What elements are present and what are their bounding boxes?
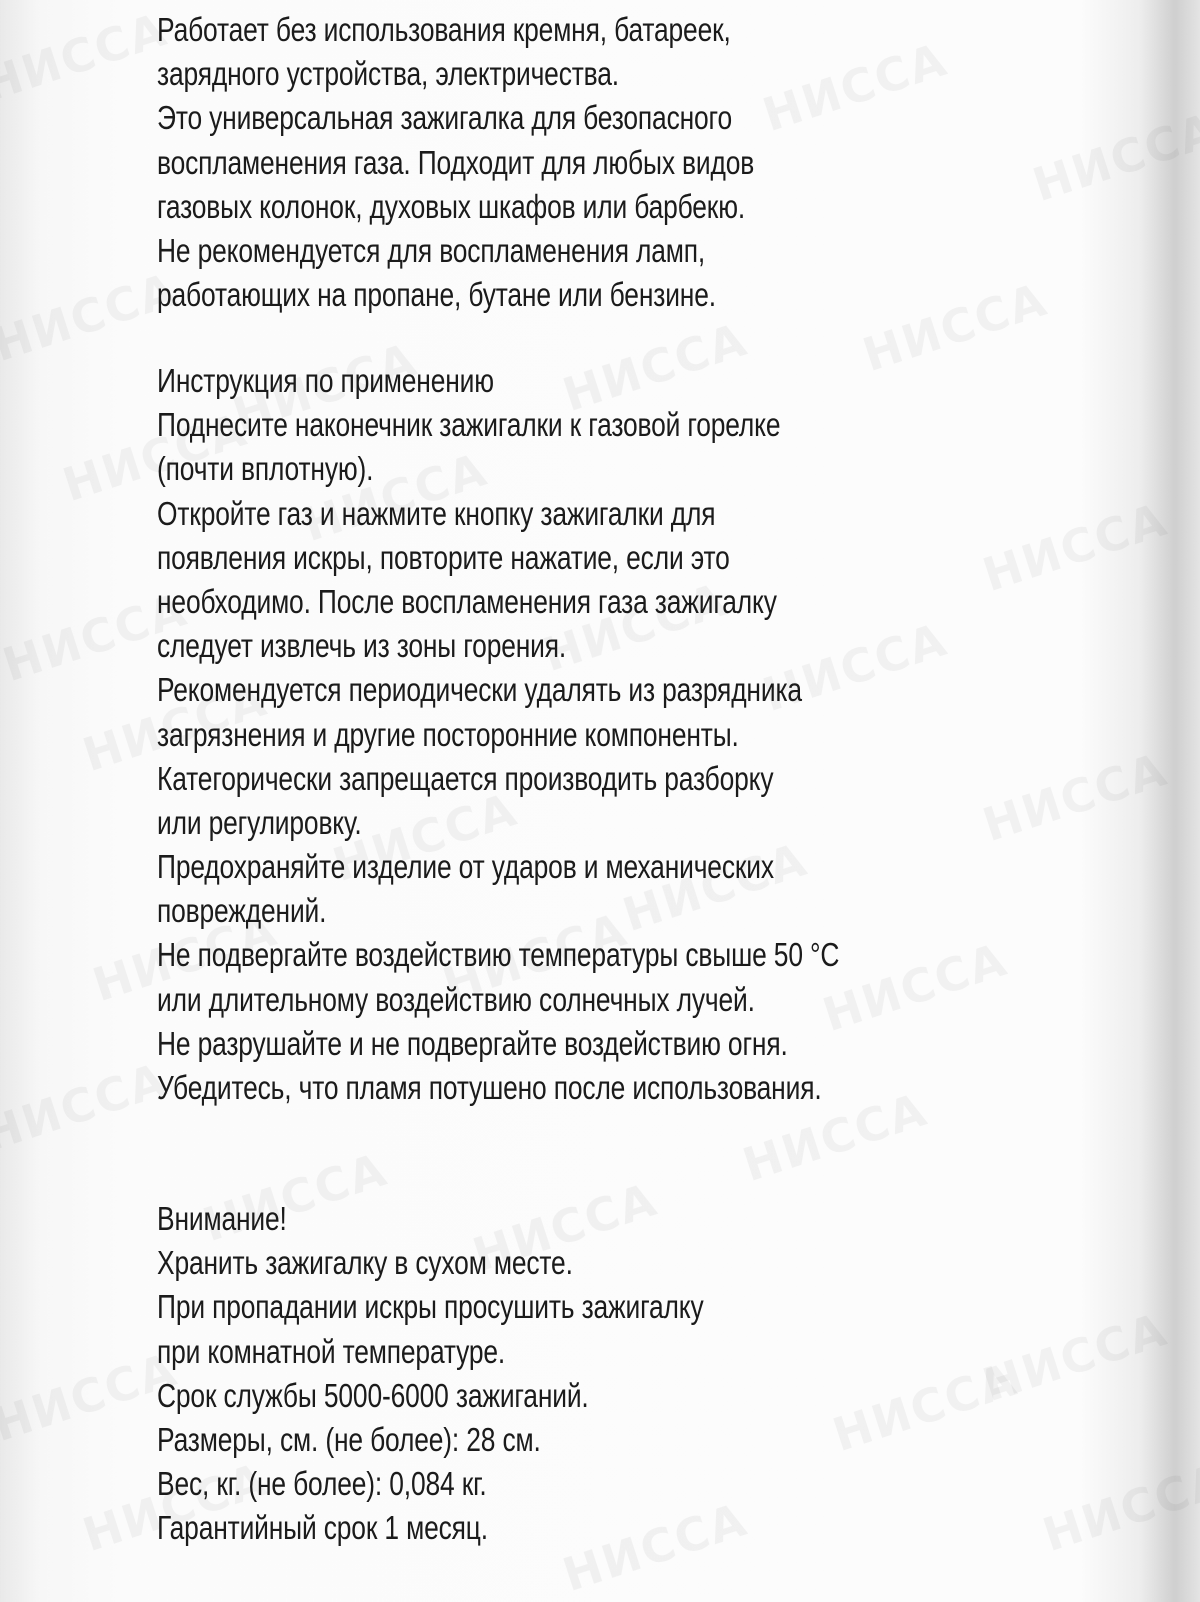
warning-line: Вес, кг. (не более): 0,084 кг. — [157, 1465, 487, 1503]
instructions-line: необходимо. После воспламенения газа зажигалку — [157, 582, 777, 620]
warning-line: Хранить зажигалку в сухом месте. — [157, 1244, 573, 1282]
instructions-line: (почти вплотную). — [157, 450, 374, 488]
description-line: работающих на пропане, бутане или бензине. — [157, 276, 716, 314]
description-line: газовых колонок, духовых шкафов или барбекю. — [157, 187, 746, 225]
instructions-line: повреждений. — [157, 892, 327, 930]
instructions-line: Убедитесь, что пламя потушено после использования. — [157, 1069, 822, 1106]
warning-line: При пропадании искры просушить зажигалку — [157, 1288, 704, 1326]
instructions-line: Категорически запрещается производить разборку — [157, 759, 774, 797]
warning-line: Гарантийный срок 1 месяц. — [157, 1509, 488, 1547]
watermark-logo — [0, 2, 174, 112]
warning-line: Внимание! — [157, 1200, 287, 1237]
warning-block — [157, 1197, 840, 1551]
instructions-line: Поднесите наконечник зажигалки к газовой горелке — [157, 406, 781, 444]
instructions-line: Не разрушайте и не подвергайте воздействию огня. — [157, 1024, 788, 1062]
instructions-line: Не подвергайте воздействию температуры свыше 50 °C — [157, 936, 840, 974]
watermark-logo — [1026, 102, 1200, 212]
instructions-block — [157, 359, 1010, 1110]
warning-line: Срок службы 5000-6000 зажиганий. — [157, 1376, 589, 1414]
warning-line: Размеры, см. (не более): 28 см. — [157, 1420, 541, 1458]
description-line: воспламенения газа. Подходит для любых видов — [157, 143, 755, 181]
instructions-line: или длительному воздействию солнечных лучей. — [157, 980, 755, 1018]
description-block — [157, 8, 903, 317]
instructions-line: Предохраняйте изделие от ударов и механических — [157, 848, 774, 886]
instructions-line: Откройте газ и нажмите кнопку зажигалки для — [157, 494, 716, 532]
description-line: Работает без использования кремня, батареек, — [157, 11, 731, 48]
watermark-logo — [0, 1052, 174, 1162]
instructions-line: следует извлечь из зоны горения. — [157, 627, 567, 665]
instructions-line: Рекомендуется периодически удалять из разрядника — [157, 671, 802, 709]
description-line: зарядного устройства, электричества. — [157, 55, 619, 93]
watermark-logo — [826, 1352, 1024, 1462]
instructions-line: или регулировку. — [157, 803, 362, 841]
description-line: Не рекомендуется для воспламенения ламп, — [157, 231, 706, 269]
description-line: Это универсальная зажигалка для безопасного — [157, 99, 732, 137]
instructions-line: Инструкция по применению — [157, 362, 494, 399]
instructions-line: появления искры, повторите нажатие, если это — [157, 538, 730, 576]
instructions-line: загрязнения и другие посторонние компоненты. — [157, 715, 739, 753]
watermark-logo — [1036, 1452, 1200, 1562]
warning-line: при комнатной температуре. — [157, 1332, 506, 1370]
